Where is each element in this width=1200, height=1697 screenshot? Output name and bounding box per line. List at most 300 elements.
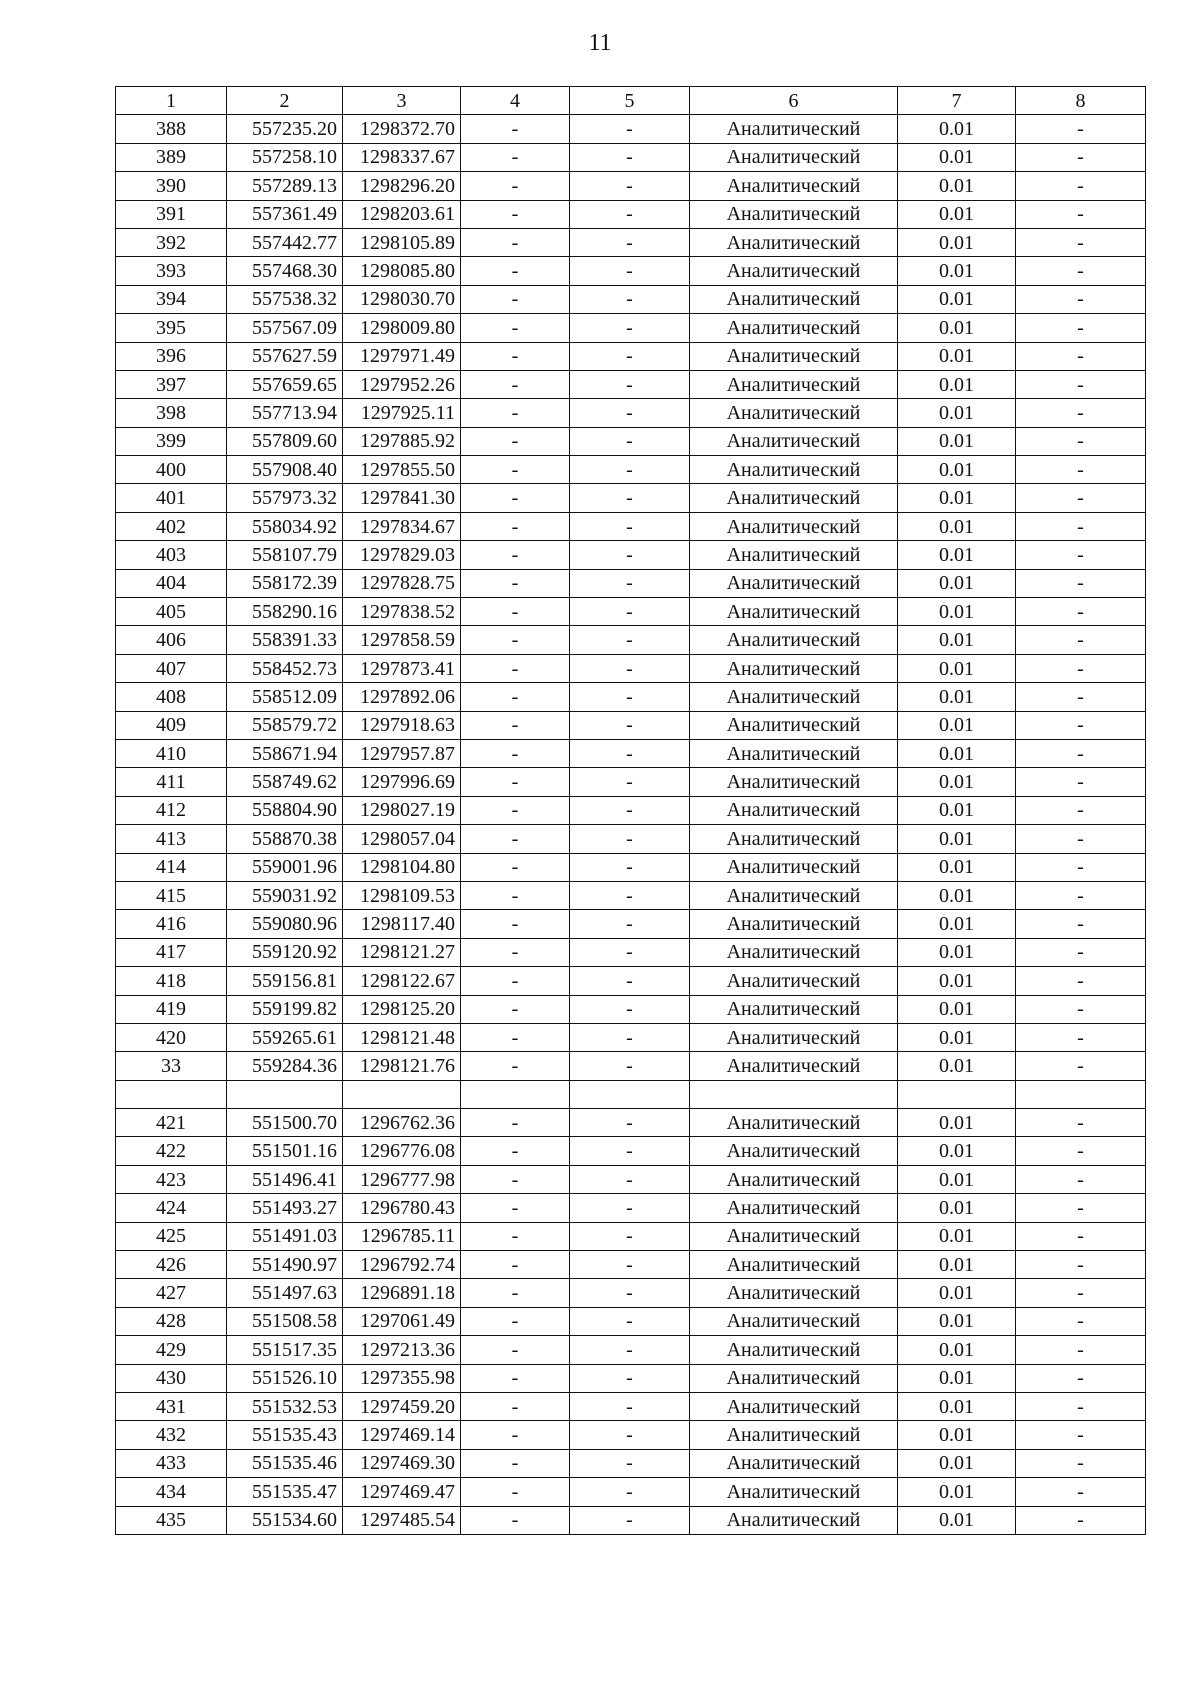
y-coordinate-cell: 1296776.08 bbox=[343, 1137, 461, 1165]
col5-cell: - bbox=[570, 456, 690, 484]
col4-cell: - bbox=[461, 853, 570, 881]
accuracy-cell: 0.01 bbox=[898, 512, 1016, 540]
table-row bbox=[116, 1222, 1146, 1250]
x-coordinate-cell: 557809.60 bbox=[227, 427, 343, 455]
point-number-cell: 402 bbox=[116, 512, 227, 540]
accuracy-cell: 0.01 bbox=[898, 399, 1016, 427]
accuracy-cell: 0.01 bbox=[898, 1165, 1016, 1193]
col5-cell: - bbox=[570, 1449, 690, 1477]
col5-cell: - bbox=[570, 1478, 690, 1506]
col4-cell: - bbox=[461, 683, 570, 711]
point-number-cell: 405 bbox=[116, 598, 227, 626]
col5-cell: - bbox=[570, 995, 690, 1023]
table-row bbox=[116, 342, 1146, 370]
col4-cell: - bbox=[461, 1023, 570, 1051]
col5-cell: - bbox=[570, 1251, 690, 1279]
y-coordinate-cell: 1298030.70 bbox=[343, 285, 461, 313]
col4-cell: - bbox=[461, 711, 570, 739]
x-coordinate-cell bbox=[227, 1080, 343, 1108]
x-coordinate-cell: 558804.90 bbox=[227, 796, 343, 824]
col4-cell: - bbox=[461, 1421, 570, 1449]
accuracy-cell: 0.01 bbox=[898, 1023, 1016, 1051]
accuracy-cell: 0.01 bbox=[898, 484, 1016, 512]
x-coordinate-cell: 557235.20 bbox=[227, 115, 343, 143]
y-coordinate-cell: 1297469.30 bbox=[343, 1449, 461, 1477]
y-coordinate-cell: 1296785.11 bbox=[343, 1222, 461, 1250]
x-coordinate-cell: 557713.94 bbox=[227, 399, 343, 427]
point-number-cell: 432 bbox=[116, 1421, 227, 1449]
y-coordinate-cell: 1297355.98 bbox=[343, 1364, 461, 1392]
col8-cell: - bbox=[1016, 456, 1146, 484]
x-coordinate-cell: 557361.49 bbox=[227, 200, 343, 228]
table-row bbox=[116, 1421, 1146, 1449]
col8-cell: - bbox=[1016, 1506, 1146, 1534]
col5-cell: - bbox=[570, 1023, 690, 1051]
x-coordinate-cell: 558107.79 bbox=[227, 541, 343, 569]
method-cell: Аналитический bbox=[690, 995, 898, 1023]
table-row bbox=[116, 115, 1146, 143]
col8-cell: - bbox=[1016, 1279, 1146, 1307]
method-cell: Аналитический bbox=[690, 285, 898, 313]
column-header: 3 bbox=[343, 87, 461, 115]
method-cell: Аналитический bbox=[690, 1506, 898, 1534]
point-number-cell: 411 bbox=[116, 768, 227, 796]
col4-cell: - bbox=[461, 200, 570, 228]
point-number-cell: 395 bbox=[116, 314, 227, 342]
col5-cell: - bbox=[570, 512, 690, 540]
point-number-cell: 417 bbox=[116, 938, 227, 966]
col5-cell bbox=[570, 1080, 690, 1108]
accuracy-cell: 0.01 bbox=[898, 143, 1016, 171]
col5-cell: - bbox=[570, 1421, 690, 1449]
y-coordinate-cell: 1298372.70 bbox=[343, 115, 461, 143]
table-row bbox=[116, 995, 1146, 1023]
col5-cell: - bbox=[570, 1194, 690, 1222]
point-number-cell: 407 bbox=[116, 654, 227, 682]
accuracy-cell: 0.01 bbox=[898, 711, 1016, 739]
col8-cell: - bbox=[1016, 711, 1146, 739]
accuracy-cell: 0.01 bbox=[898, 825, 1016, 853]
method-cell: Аналитический bbox=[690, 1023, 898, 1051]
x-coordinate-cell: 558512.09 bbox=[227, 683, 343, 711]
col5-cell: - bbox=[570, 427, 690, 455]
col5-cell: - bbox=[570, 1364, 690, 1392]
method-cell: Аналитический bbox=[690, 1222, 898, 1250]
point-number-cell: 392 bbox=[116, 228, 227, 256]
col8-cell: - bbox=[1016, 1392, 1146, 1420]
y-coordinate-cell bbox=[343, 1080, 461, 1108]
method-cell: Аналитический bbox=[690, 654, 898, 682]
method-cell: Аналитический bbox=[690, 825, 898, 853]
column-header: 6 bbox=[690, 87, 898, 115]
table-row bbox=[116, 1506, 1146, 1534]
col8-cell: - bbox=[1016, 1194, 1146, 1222]
col8-cell: - bbox=[1016, 654, 1146, 682]
x-coordinate-cell: 551501.16 bbox=[227, 1137, 343, 1165]
col4-cell: - bbox=[461, 1137, 570, 1165]
accuracy-cell: 0.01 bbox=[898, 853, 1016, 881]
x-coordinate-cell: 551532.53 bbox=[227, 1392, 343, 1420]
method-cell: Аналитический bbox=[690, 370, 898, 398]
col4-cell: - bbox=[461, 342, 570, 370]
col4-cell: - bbox=[461, 399, 570, 427]
accuracy-cell: 0.01 bbox=[898, 1279, 1016, 1307]
col4-cell: - bbox=[461, 512, 570, 540]
method-cell: Аналитический bbox=[690, 796, 898, 824]
method-cell: Аналитический bbox=[690, 512, 898, 540]
accuracy-cell: 0.01 bbox=[898, 1506, 1016, 1534]
point-number-cell bbox=[116, 1080, 227, 1108]
column-header: 8 bbox=[1016, 87, 1146, 115]
point-number-cell: 415 bbox=[116, 881, 227, 909]
x-coordinate-cell: 557289.13 bbox=[227, 172, 343, 200]
method-cell: Аналитический bbox=[690, 1421, 898, 1449]
column-header: 1 bbox=[116, 87, 227, 115]
y-coordinate-cell: 1297892.06 bbox=[343, 683, 461, 711]
col4-cell: - bbox=[461, 654, 570, 682]
col4-cell: - bbox=[461, 370, 570, 398]
table-row bbox=[116, 427, 1146, 455]
point-number-cell: 398 bbox=[116, 399, 227, 427]
table-row bbox=[116, 1080, 1146, 1108]
column-header: 2 bbox=[227, 87, 343, 115]
method-cell: Аналитический bbox=[690, 257, 898, 285]
accuracy-cell: 0.01 bbox=[898, 938, 1016, 966]
method-cell: Аналитический bbox=[690, 1307, 898, 1335]
col5-cell: - bbox=[570, 654, 690, 682]
table-row bbox=[116, 881, 1146, 909]
col5-cell: - bbox=[570, 484, 690, 512]
col4-cell: - bbox=[461, 314, 570, 342]
y-coordinate-cell: 1298122.67 bbox=[343, 967, 461, 995]
accuracy-cell: 0.01 bbox=[898, 1222, 1016, 1250]
col5-cell: - bbox=[570, 739, 690, 767]
point-number-cell: 419 bbox=[116, 995, 227, 1023]
table-row bbox=[116, 739, 1146, 767]
method-cell: Аналитический bbox=[690, 541, 898, 569]
col5-cell: - bbox=[570, 598, 690, 626]
method-cell: Аналитический bbox=[690, 967, 898, 995]
col4-cell: - bbox=[461, 1109, 570, 1137]
col4-cell: - bbox=[461, 1251, 570, 1279]
method-cell: Аналитический bbox=[690, 1364, 898, 1392]
col4-cell: - bbox=[461, 569, 570, 597]
point-number-cell: 431 bbox=[116, 1392, 227, 1420]
method-cell: Аналитический bbox=[690, 598, 898, 626]
col8-cell: - bbox=[1016, 910, 1146, 938]
x-coordinate-cell: 559080.96 bbox=[227, 910, 343, 938]
x-coordinate-cell: 551493.27 bbox=[227, 1194, 343, 1222]
y-coordinate-cell: 1298109.53 bbox=[343, 881, 461, 909]
col8-cell: - bbox=[1016, 853, 1146, 881]
table-row bbox=[116, 1449, 1146, 1477]
table-row bbox=[116, 1279, 1146, 1307]
column-header: 7 bbox=[898, 87, 1016, 115]
x-coordinate-cell: 557659.65 bbox=[227, 370, 343, 398]
col5-cell: - bbox=[570, 541, 690, 569]
col4-cell: - bbox=[461, 1392, 570, 1420]
col8-cell: - bbox=[1016, 1023, 1146, 1051]
col5-cell: - bbox=[570, 370, 690, 398]
col5-cell: - bbox=[570, 938, 690, 966]
accuracy-cell: 0.01 bbox=[898, 285, 1016, 313]
point-number-cell: 429 bbox=[116, 1336, 227, 1364]
col8-cell: - bbox=[1016, 683, 1146, 711]
point-number-cell: 393 bbox=[116, 257, 227, 285]
point-number-cell: 416 bbox=[116, 910, 227, 938]
col5-cell: - bbox=[570, 172, 690, 200]
col8-cell: - bbox=[1016, 796, 1146, 824]
col5-cell: - bbox=[570, 399, 690, 427]
table-row bbox=[116, 1478, 1146, 1506]
page-number: 11 bbox=[588, 30, 612, 56]
point-number-cell: 424 bbox=[116, 1194, 227, 1222]
accuracy-cell bbox=[898, 1080, 1016, 1108]
x-coordinate-cell: 557538.32 bbox=[227, 285, 343, 313]
method-cell: Аналитический bbox=[690, 683, 898, 711]
col4-cell: - bbox=[461, 143, 570, 171]
point-number-cell: 406 bbox=[116, 626, 227, 654]
col8-cell: - bbox=[1016, 1052, 1146, 1080]
y-coordinate-cell: 1297918.63 bbox=[343, 711, 461, 739]
method-cell: Аналитический bbox=[690, 172, 898, 200]
x-coordinate-cell: 557442.77 bbox=[227, 228, 343, 256]
table-row bbox=[116, 1364, 1146, 1392]
accuracy-cell: 0.01 bbox=[898, 427, 1016, 455]
col8-cell: - bbox=[1016, 995, 1146, 1023]
col4-cell: - bbox=[461, 1194, 570, 1222]
col8-cell: - bbox=[1016, 1421, 1146, 1449]
table-row bbox=[116, 768, 1146, 796]
y-coordinate-cell: 1298009.80 bbox=[343, 314, 461, 342]
point-number-cell: 409 bbox=[116, 711, 227, 739]
table-row bbox=[116, 796, 1146, 824]
col5-cell: - bbox=[570, 711, 690, 739]
col4-cell: - bbox=[461, 768, 570, 796]
col5-cell: - bbox=[570, 796, 690, 824]
y-coordinate-cell: 1298057.04 bbox=[343, 825, 461, 853]
col8-cell: - bbox=[1016, 1109, 1146, 1137]
x-coordinate-cell: 557567.09 bbox=[227, 314, 343, 342]
col4-cell: - bbox=[461, 172, 570, 200]
col5-cell: - bbox=[570, 200, 690, 228]
col4-cell: - bbox=[461, 115, 570, 143]
table-row bbox=[116, 1137, 1146, 1165]
col8-cell: - bbox=[1016, 370, 1146, 398]
y-coordinate-cell: 1297213.36 bbox=[343, 1336, 461, 1364]
y-coordinate-cell: 1298125.20 bbox=[343, 995, 461, 1023]
accuracy-cell: 0.01 bbox=[898, 172, 1016, 200]
point-number-cell: 394 bbox=[116, 285, 227, 313]
accuracy-cell: 0.01 bbox=[898, 881, 1016, 909]
method-cell: Аналитический bbox=[690, 1194, 898, 1222]
col5-cell: - bbox=[570, 881, 690, 909]
y-coordinate-cell: 1298104.80 bbox=[343, 853, 461, 881]
column-header: 4 bbox=[461, 87, 570, 115]
accuracy-cell: 0.01 bbox=[898, 995, 1016, 1023]
x-coordinate-cell: 551535.43 bbox=[227, 1421, 343, 1449]
x-coordinate-cell: 558391.33 bbox=[227, 626, 343, 654]
col8-cell: - bbox=[1016, 1449, 1146, 1477]
col8-cell: - bbox=[1016, 484, 1146, 512]
accuracy-cell: 0.01 bbox=[898, 257, 1016, 285]
x-coordinate-cell: 551496.41 bbox=[227, 1165, 343, 1193]
col8-cell: - bbox=[1016, 1336, 1146, 1364]
accuracy-cell: 0.01 bbox=[898, 314, 1016, 342]
y-coordinate-cell: 1297952.26 bbox=[343, 370, 461, 398]
x-coordinate-cell: 551526.10 bbox=[227, 1364, 343, 1392]
method-cell: Аналитический bbox=[690, 314, 898, 342]
method-cell: Аналитический bbox=[690, 200, 898, 228]
method-cell: Аналитический bbox=[690, 143, 898, 171]
x-coordinate-cell: 551535.46 bbox=[227, 1449, 343, 1477]
point-number-cell: 408 bbox=[116, 683, 227, 711]
y-coordinate-cell: 1297829.03 bbox=[343, 541, 461, 569]
method-cell: Аналитический bbox=[690, 484, 898, 512]
x-coordinate-cell: 557468.30 bbox=[227, 257, 343, 285]
table-row bbox=[116, 257, 1146, 285]
x-coordinate-cell: 558290.16 bbox=[227, 598, 343, 626]
x-coordinate-cell: 557258.10 bbox=[227, 143, 343, 171]
col8-cell bbox=[1016, 1080, 1146, 1108]
x-coordinate-cell: 551500.70 bbox=[227, 1109, 343, 1137]
col4-cell: - bbox=[461, 1336, 570, 1364]
table-row bbox=[116, 598, 1146, 626]
col5-cell: - bbox=[570, 683, 690, 711]
col8-cell: - bbox=[1016, 1307, 1146, 1335]
x-coordinate-cell: 558579.72 bbox=[227, 711, 343, 739]
table-row bbox=[116, 172, 1146, 200]
accuracy-cell: 0.01 bbox=[898, 1251, 1016, 1279]
col8-cell: - bbox=[1016, 143, 1146, 171]
col8-cell: - bbox=[1016, 768, 1146, 796]
y-coordinate-cell: 1297885.92 bbox=[343, 427, 461, 455]
table-row bbox=[116, 825, 1146, 853]
y-coordinate-cell: 1298121.76 bbox=[343, 1052, 461, 1080]
y-coordinate-cell: 1298296.20 bbox=[343, 172, 461, 200]
table-row bbox=[116, 1052, 1146, 1080]
col5-cell: - bbox=[570, 115, 690, 143]
point-number-cell: 412 bbox=[116, 796, 227, 824]
x-coordinate-cell: 551490.97 bbox=[227, 1251, 343, 1279]
y-coordinate-cell: 1297996.69 bbox=[343, 768, 461, 796]
x-coordinate-cell: 558870.38 bbox=[227, 825, 343, 853]
accuracy-cell: 0.01 bbox=[898, 1449, 1016, 1477]
accuracy-cell: 0.01 bbox=[898, 569, 1016, 597]
method-cell: Аналитический bbox=[690, 1279, 898, 1307]
y-coordinate-cell: 1297858.59 bbox=[343, 626, 461, 654]
point-number-cell: 403 bbox=[116, 541, 227, 569]
point-number-cell: 420 bbox=[116, 1023, 227, 1051]
col8-cell: - bbox=[1016, 1364, 1146, 1392]
col8-cell: - bbox=[1016, 257, 1146, 285]
method-cell: Аналитический bbox=[690, 768, 898, 796]
y-coordinate-cell: 1296777.98 bbox=[343, 1165, 461, 1193]
col5-cell: - bbox=[570, 314, 690, 342]
coordinates-table bbox=[115, 86, 1146, 1535]
col4-cell: - bbox=[461, 541, 570, 569]
accuracy-cell: 0.01 bbox=[898, 739, 1016, 767]
accuracy-cell: 0.01 bbox=[898, 654, 1016, 682]
method-cell: Аналитический bbox=[690, 1165, 898, 1193]
col4-cell: - bbox=[461, 881, 570, 909]
table-row bbox=[116, 484, 1146, 512]
col5-cell: - bbox=[570, 143, 690, 171]
table-row bbox=[116, 683, 1146, 711]
method-cell: Аналитический bbox=[690, 427, 898, 455]
col4-cell: - bbox=[461, 257, 570, 285]
table-row bbox=[116, 314, 1146, 342]
col4-cell: - bbox=[461, 1364, 570, 1392]
table-row bbox=[116, 143, 1146, 171]
col4-cell: - bbox=[461, 739, 570, 767]
table-row bbox=[116, 1251, 1146, 1279]
col8-cell: - bbox=[1016, 967, 1146, 995]
table-row bbox=[116, 1194, 1146, 1222]
col4-cell: - bbox=[461, 938, 570, 966]
point-number-cell: 389 bbox=[116, 143, 227, 171]
accuracy-cell: 0.01 bbox=[898, 768, 1016, 796]
accuracy-cell: 0.01 bbox=[898, 541, 1016, 569]
col5-cell: - bbox=[570, 1279, 690, 1307]
y-coordinate-cell: 1296792.74 bbox=[343, 1251, 461, 1279]
table-body bbox=[116, 87, 1146, 1535]
col8-cell: - bbox=[1016, 314, 1146, 342]
y-coordinate-cell: 1297838.52 bbox=[343, 598, 461, 626]
accuracy-cell: 0.01 bbox=[898, 598, 1016, 626]
col5-cell: - bbox=[570, 569, 690, 597]
x-coordinate-cell: 558749.62 bbox=[227, 768, 343, 796]
method-cell: Аналитический bbox=[690, 1336, 898, 1364]
point-number-cell: 414 bbox=[116, 853, 227, 881]
col8-cell: - bbox=[1016, 172, 1146, 200]
table-row bbox=[116, 541, 1146, 569]
accuracy-cell: 0.01 bbox=[898, 200, 1016, 228]
method-cell: Аналитический bbox=[690, 115, 898, 143]
y-coordinate-cell: 1297485.54 bbox=[343, 1506, 461, 1534]
y-coordinate-cell: 1297925.11 bbox=[343, 399, 461, 427]
method-cell: Аналитический bbox=[690, 910, 898, 938]
point-number-cell: 391 bbox=[116, 200, 227, 228]
col4-cell: - bbox=[461, 598, 570, 626]
accuracy-cell: 0.01 bbox=[898, 342, 1016, 370]
point-number-cell: 434 bbox=[116, 1478, 227, 1506]
x-coordinate-cell: 559120.92 bbox=[227, 938, 343, 966]
col4-cell: - bbox=[461, 484, 570, 512]
method-cell: Аналитический bbox=[690, 399, 898, 427]
accuracy-cell: 0.01 bbox=[898, 1137, 1016, 1165]
col8-cell: - bbox=[1016, 342, 1146, 370]
col8-cell: - bbox=[1016, 598, 1146, 626]
point-number-cell: 425 bbox=[116, 1222, 227, 1250]
point-number-cell: 422 bbox=[116, 1137, 227, 1165]
x-coordinate-cell: 559031.92 bbox=[227, 881, 343, 909]
col5-cell: - bbox=[570, 1307, 690, 1335]
col8-cell: - bbox=[1016, 1165, 1146, 1193]
col8-cell: - bbox=[1016, 427, 1146, 455]
accuracy-cell: 0.01 bbox=[898, 1052, 1016, 1080]
column-header: 5 bbox=[570, 87, 690, 115]
method-cell: Аналитический bbox=[690, 1109, 898, 1137]
table-row bbox=[116, 910, 1146, 938]
x-coordinate-cell: 551508.58 bbox=[227, 1307, 343, 1335]
accuracy-cell: 0.01 bbox=[898, 1478, 1016, 1506]
accuracy-cell: 0.01 bbox=[898, 1307, 1016, 1335]
point-number-cell: 435 bbox=[116, 1506, 227, 1534]
accuracy-cell: 0.01 bbox=[898, 967, 1016, 995]
col5-cell: - bbox=[570, 1109, 690, 1137]
point-number-cell: 428 bbox=[116, 1307, 227, 1335]
